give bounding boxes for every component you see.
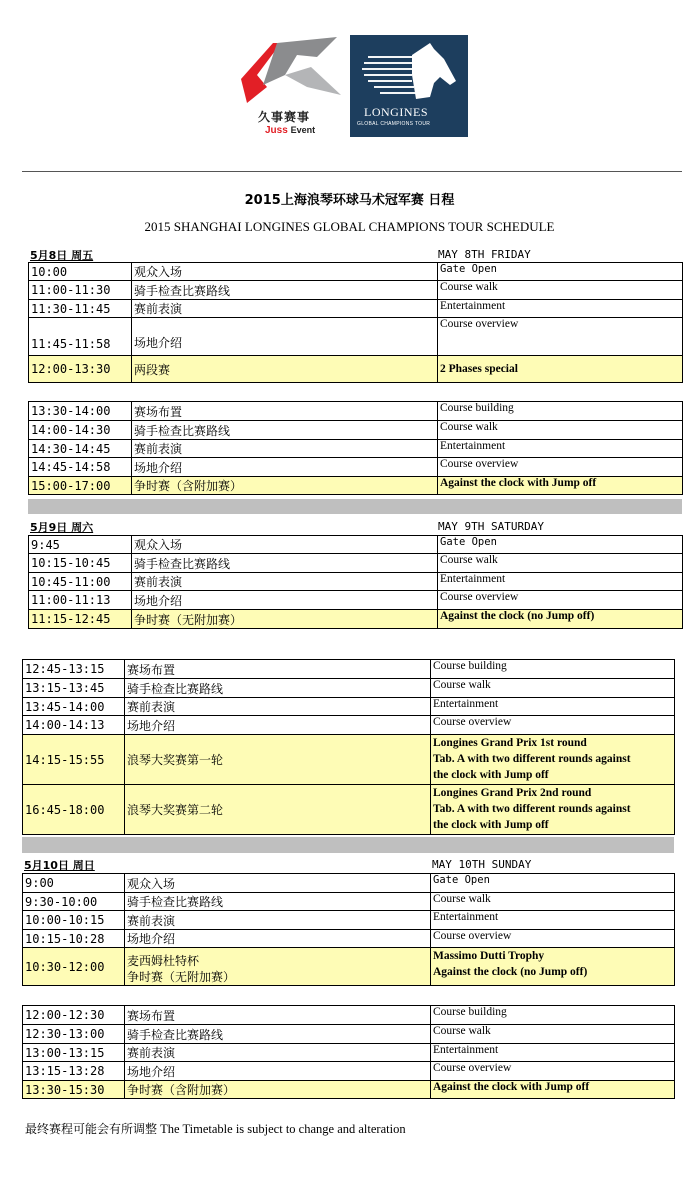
event-cn-cell: 骑手检查比赛路线 (132, 554, 438, 573)
event-cn-cell: 浪琴大奖赛第一轮 (125, 735, 431, 785)
event-cn-cell: 争时赛（含附加赛） (125, 1081, 431, 1099)
event-cn-cell: 赛前表演 (125, 698, 431, 716)
event-en-cell: Course overview (438, 458, 683, 477)
event-cn-cell: 赛场布置 (132, 402, 438, 421)
event-en-cell: Entertainment (431, 698, 675, 716)
event-en-cell: Course building (438, 402, 683, 421)
time-cell: 10:30-12:00 (23, 948, 125, 986)
time-cell: 9:30-10:00 (23, 893, 125, 911)
table-row (23, 1025, 675, 1044)
event-en-cell: Course overview (438, 591, 683, 610)
table-row (23, 698, 675, 716)
event-en-cell: Against the clock with Jump off (431, 1081, 675, 1099)
time-cell: 13:45-14:00 (23, 698, 125, 716)
event-en-cell: Entertainment (438, 573, 683, 591)
event-en-cell: Course walk (438, 281, 683, 300)
time-cell: 11:15-12:45 (29, 610, 132, 629)
time-cell: 11:00-11:13 (29, 591, 132, 610)
table-row (23, 874, 675, 893)
footnote (25, 1120, 406, 1137)
event-en-cell: Gate Open (438, 263, 683, 281)
event-cn-cell: 赛前表演 (125, 1044, 431, 1062)
table-row (23, 785, 675, 835)
event-cn-cell: 赛前表演 (132, 573, 438, 591)
event-cn-cell: 场地介绍 (132, 318, 438, 356)
time-cell: 16:45-18:00 (23, 785, 125, 835)
event-cn-cell: 场地介绍 (132, 458, 438, 477)
event-en-cell: Entertainment (438, 440, 683, 458)
juss-logo-en: Juss Event (265, 125, 316, 136)
event-cn-cell: 赛前表演 (125, 911, 431, 930)
table-row (23, 735, 675, 785)
longines-subtitle: GLOBAL CHAMPIONS TOUR (357, 121, 431, 127)
time-cell: 13:30-15:30 (23, 1081, 125, 1099)
event-en-cell: Gate Open (438, 536, 683, 554)
time-cell: 12:45-13:15 (23, 660, 125, 679)
event-cn-cell: 争时赛（无附加赛） (132, 610, 438, 629)
day3-date-cn: 5月10日 周日 (24, 859, 95, 872)
table-row (29, 263, 683, 281)
table-row (29, 610, 683, 629)
event-en-cell: Massimo Dutti Trophy Against the clock (no Jump off) (431, 948, 675, 986)
event-cn-cell: 赛场布置 (125, 1006, 431, 1025)
table-row (23, 660, 675, 679)
header-divider (22, 171, 682, 172)
title-en: 2015 SHANGHAI LONGINES GLOBAL CHAMPIONS TOUR SCHEDULE (144, 219, 555, 234)
event-en-cell: Course overview (438, 318, 683, 356)
event-en-cell: Gate Open (431, 874, 675, 893)
table-row (29, 536, 683, 554)
day1-date-cn: 5月8日 周五 (30, 249, 94, 262)
time-cell: 9:45 (29, 536, 132, 554)
day1-date-en: MAY 8TH FRIDAY (438, 248, 531, 261)
day3-table-b (22, 1005, 675, 1099)
day3-date-en: MAY 10TH SUNDAY (432, 858, 532, 871)
event-en-cell: Course overview (431, 1062, 675, 1081)
event-cn-cell: 观众入场 (132, 536, 438, 554)
event-en-cell: Entertainment (438, 300, 683, 318)
table-row (23, 1081, 675, 1099)
event-cn-cell: 场地介绍 (132, 591, 438, 610)
table-row (29, 477, 683, 495)
longines-wordmark: LONGINES (364, 105, 428, 119)
event-cn-cell: 赛前表演 (132, 300, 438, 318)
event-cn-cell: 骑手检查比赛路线 (132, 421, 438, 440)
time-cell: 10:15-10:45 (29, 554, 132, 573)
event-cn-cell: 赛前表演 (132, 440, 438, 458)
longines-gct-logo (350, 35, 468, 137)
time-cell: 11:45-11:58 (29, 318, 132, 356)
time-cell: 15:00-17:00 (29, 477, 132, 495)
table-row (29, 356, 683, 383)
time-cell: 14:00-14:30 (29, 421, 132, 440)
table-row (23, 893, 675, 911)
time-cell: 13:15-13:45 (23, 679, 125, 698)
table-row (29, 440, 683, 458)
day2-date-cn: 5月9日 周六 (30, 521, 94, 534)
event-en-cell: Entertainment (431, 1044, 675, 1062)
event-cn-cell: 骑手检查比赛路线 (132, 281, 438, 300)
table-row (29, 318, 683, 356)
event-en-cell: Course overview (431, 930, 675, 948)
time-cell: 10:00-10:15 (23, 911, 125, 930)
time-cell: 13:00-13:15 (23, 1044, 125, 1062)
event-cn-cell: 浪琴大奖赛第二轮 (125, 785, 431, 835)
logo-area (237, 35, 469, 139)
day2-table-b (22, 659, 675, 835)
time-cell: 13:15-13:28 (23, 1062, 125, 1081)
day-separator (28, 499, 682, 514)
time-cell: 12:00-12:30 (23, 1006, 125, 1025)
table-row (29, 591, 683, 610)
table-row (23, 679, 675, 698)
time-cell: 14:45-14:58 (29, 458, 132, 477)
event-en-cell: Entertainment (431, 911, 675, 930)
event-cn-cell: 观众入场 (125, 874, 431, 893)
event-cn-cell: 争时赛（含附加赛） (132, 477, 438, 495)
time-cell: 10:15-10:28 (23, 930, 125, 948)
table-row (23, 1044, 675, 1062)
table-row (23, 930, 675, 948)
time-cell: 10:45-11:00 (29, 573, 132, 591)
day3-table-a (22, 873, 675, 986)
time-cell: 13:30-14:00 (29, 402, 132, 421)
time-cell: 12:30-13:00 (23, 1025, 125, 1044)
day-separator (22, 837, 674, 853)
table-row (23, 948, 675, 986)
day1-table-a (28, 262, 683, 383)
day1-header (28, 246, 682, 262)
event-cn-cell: 观众入场 (132, 263, 438, 281)
day3-header (22, 856, 674, 872)
table-row (29, 573, 683, 591)
time-cell: 10:00 (29, 263, 132, 281)
event-cn-cell: 骑手检查比赛路线 (125, 679, 431, 698)
day2-table-a (28, 535, 683, 629)
event-cn-cell: 场地介绍 (125, 1062, 431, 1081)
event-en-cell: Course building (431, 1006, 675, 1025)
event-cn-cell: 骑手检查比赛路线 (125, 1025, 431, 1044)
table-row (29, 554, 683, 573)
event-en-cell: Course overview (431, 716, 675, 735)
time-cell: 14:15-15:55 (23, 735, 125, 785)
table-row (29, 458, 683, 477)
event-cn-cell: 赛场布置 (125, 660, 431, 679)
time-cell: 9:00 (23, 874, 125, 893)
event-cn-cell: 场地介绍 (125, 716, 431, 735)
footnote-cn: 最终赛程可能会有所调整 (25, 1122, 158, 1136)
time-cell: 14:30-14:45 (29, 440, 132, 458)
event-en-cell: 2 Phases special (438, 356, 683, 383)
event-en-cell: Against the clock with Jump off (438, 477, 683, 495)
event-en-cell: Longines Grand Prix 1st round Tab. A with two different rounds against the clock with Jump off (431, 735, 675, 785)
table-row (29, 300, 683, 318)
event-cn-cell: 两段赛 (132, 356, 438, 383)
juss-logo-cn: 久事赛事 (258, 110, 311, 124)
event-en-cell: Longines Grand Prix 2nd round Tab. A with two different rounds against the clock with Jump off (431, 785, 675, 835)
table-row (29, 402, 683, 421)
juss-event-logo (237, 35, 343, 139)
title-cn: 2015上海浪琴环球马术冠军赛 日程 (244, 193, 455, 208)
event-cn-cell: 场地介绍 (125, 930, 431, 948)
time-cell: 11:30-11:45 (29, 300, 132, 318)
day2-header (28, 518, 682, 534)
event-en-cell: Course walk (438, 554, 683, 573)
day1-table-b (28, 401, 683, 495)
event-en-cell: Against the clock (no Jump off) (438, 610, 683, 629)
table-row (23, 1062, 675, 1081)
table-row (23, 1006, 675, 1025)
event-cn-cell: 骑手检查比赛路线 (125, 893, 431, 911)
event-en-cell: Course walk (431, 1025, 675, 1044)
event-en-cell: Course walk (431, 893, 675, 911)
day2-date-en: MAY 9TH SATURDAY (438, 520, 544, 533)
time-cell: 14:00-14:13 (23, 716, 125, 735)
event-cn-cell: 麦西姆杜特杯 争时赛（无附加赛） (125, 948, 431, 986)
footnote-en: The Timetable is subject to change and alteration (160, 1122, 406, 1136)
table-row (23, 911, 675, 930)
table-row (29, 281, 683, 300)
event-en-cell: Course building (431, 660, 675, 679)
time-cell: 11:00-11:30 (29, 281, 132, 300)
table-row (23, 716, 675, 735)
table-row (29, 421, 683, 440)
event-en-cell: Course walk (431, 679, 675, 698)
event-en-cell: Course walk (438, 421, 683, 440)
time-cell: 12:00-13:30 (29, 356, 132, 383)
